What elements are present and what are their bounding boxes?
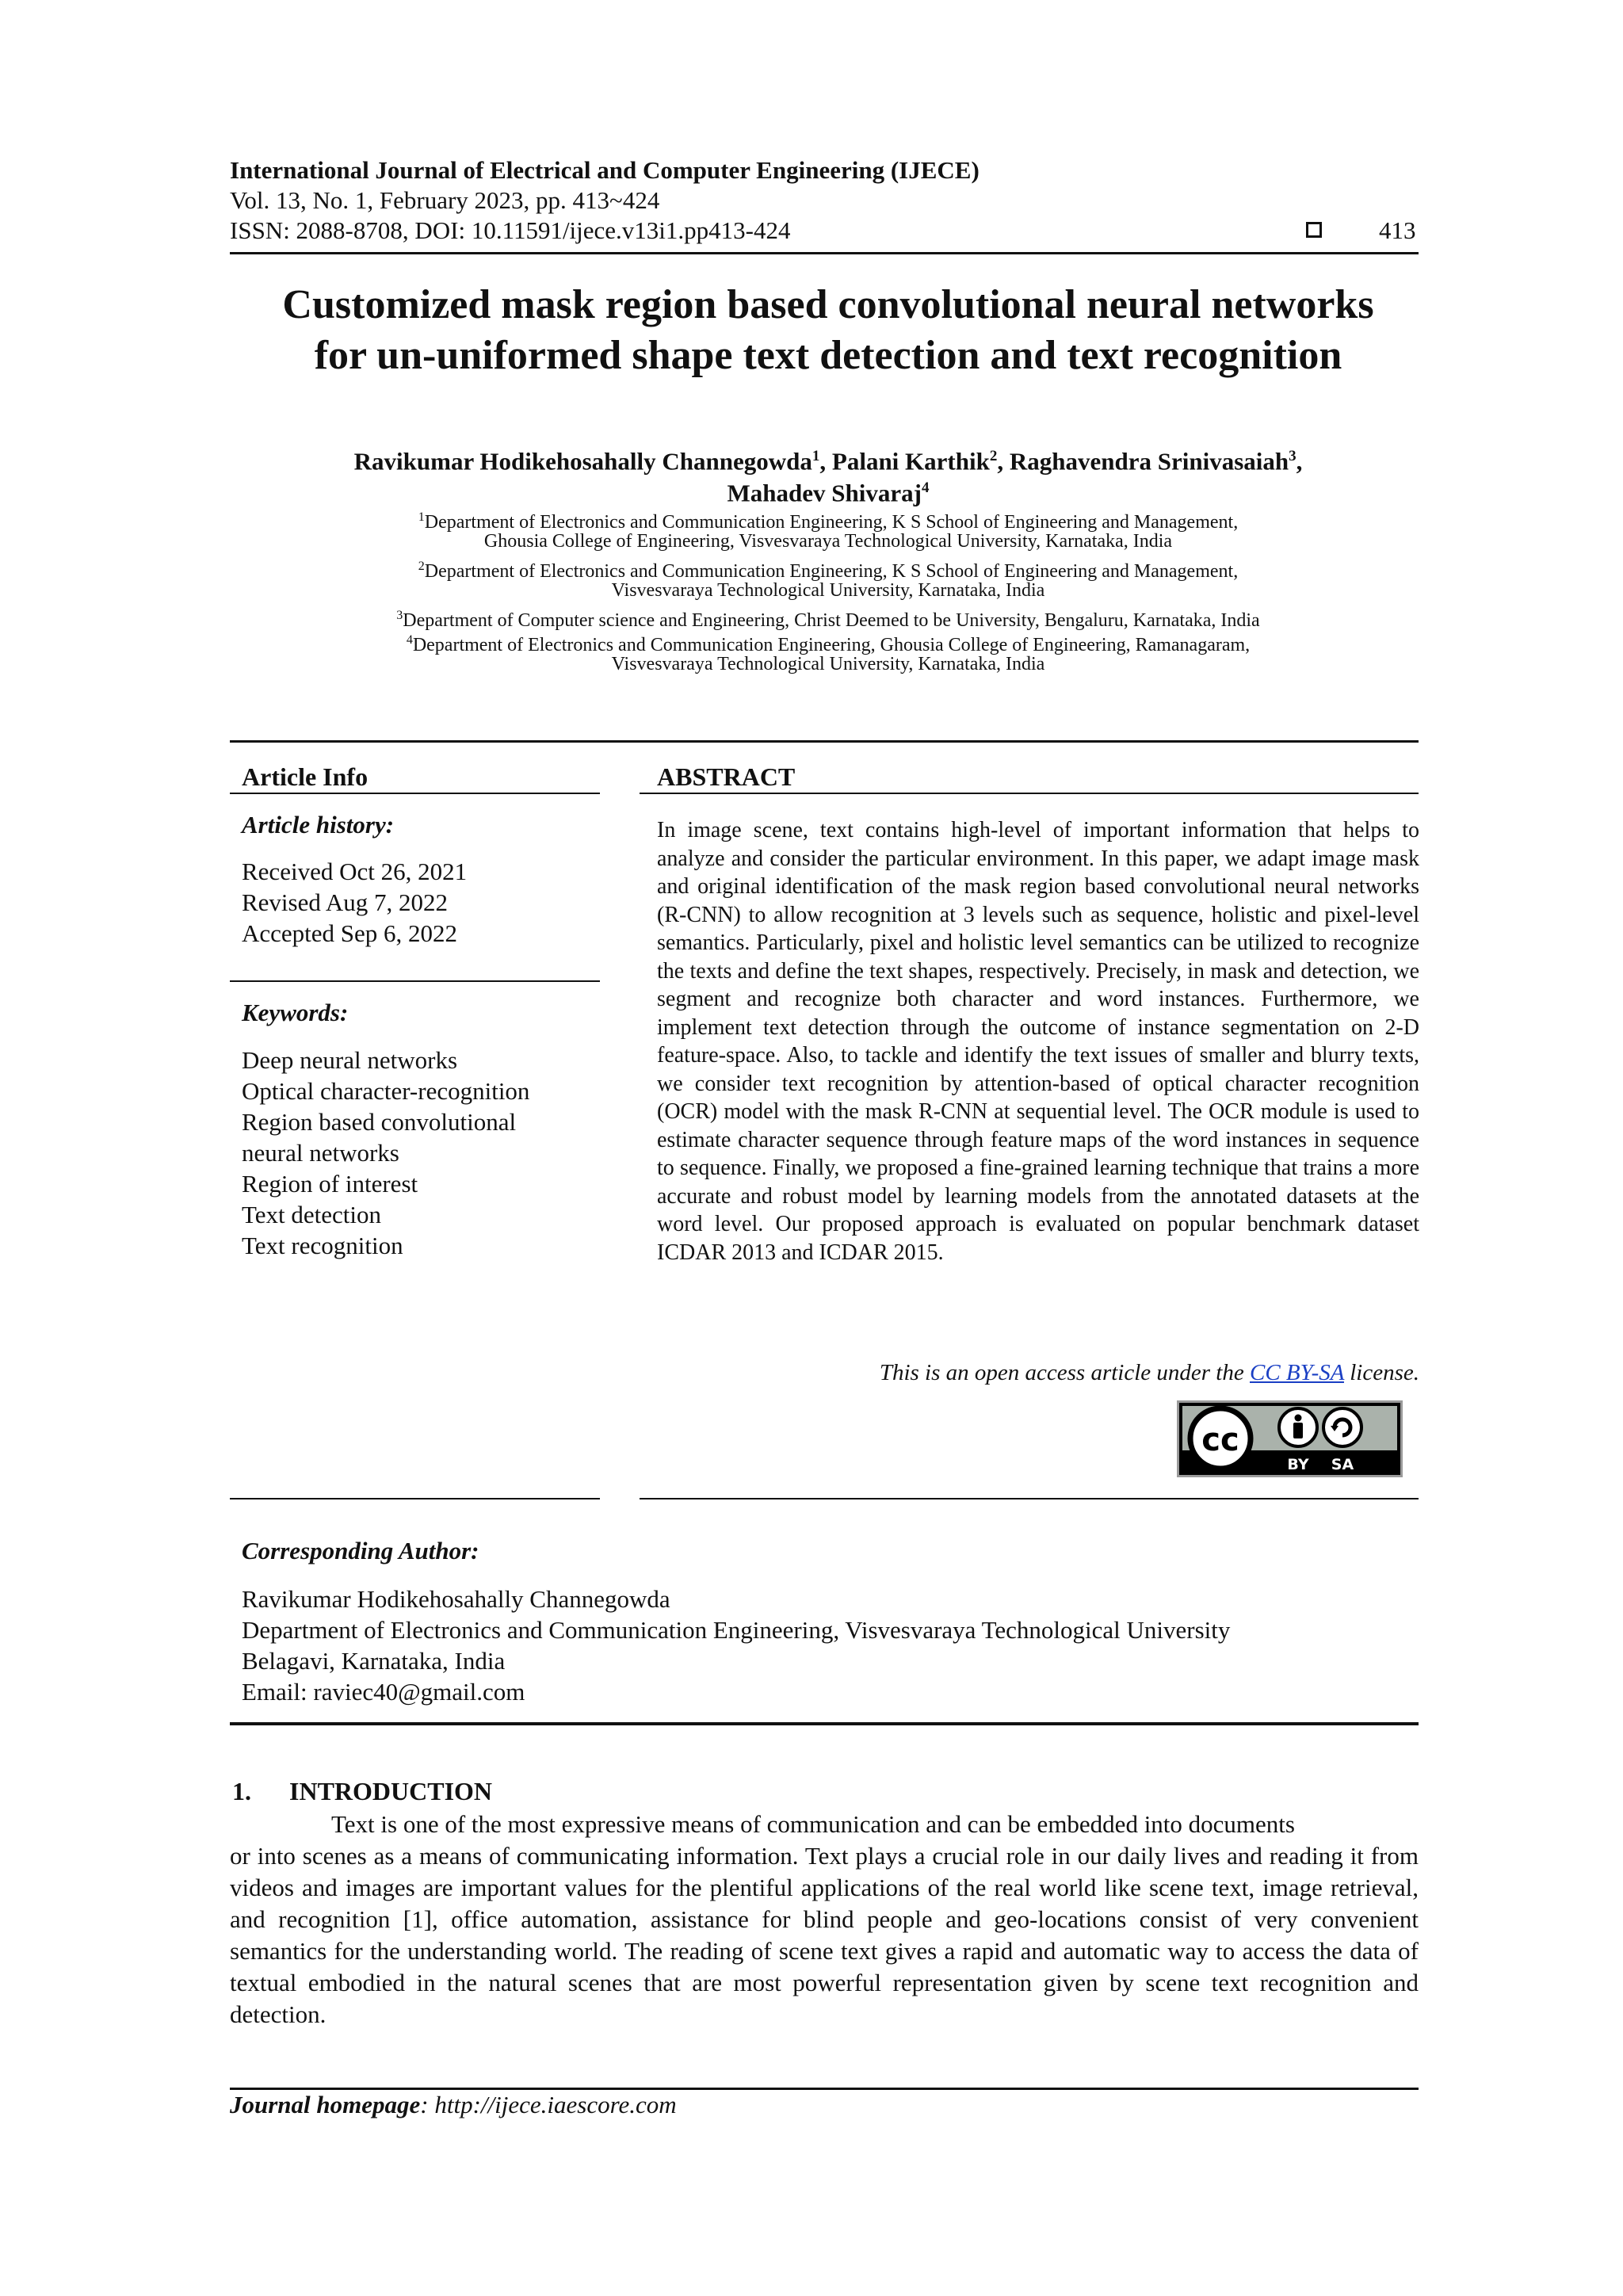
affiliation-line: Ghousia College of Engineering, Visvesvaraya Technological University, Karnataka, India xyxy=(483,531,1173,552)
affiliation-text: Department of Computer science and Engineering, Christ Deemed to be University, Bengaluru, Karnataka, India xyxy=(403,610,1260,631)
page-number: 413 xyxy=(1379,216,1416,244)
paper-title-line-1: Customized mask region based convolutional neural networks xyxy=(282,282,1374,327)
accepted-date: Accepted Sep 6, 2022 xyxy=(242,919,458,947)
affiliation-mark: 4 xyxy=(406,633,413,647)
affiliation-line: Visvesvaraya Technological University, Karnataka, India xyxy=(611,580,1045,601)
keyword-item: Deep neural networks xyxy=(242,1046,458,1074)
author-name: , Palani Karthik xyxy=(819,447,990,476)
corresponding-author-location: Belagavi, Karnataka, India xyxy=(242,1647,506,1675)
issn-doi-line: ISSN: 2088-8708, DOI: 10.11591/ijece.v13i1.pp413-424 xyxy=(230,216,791,244)
journal-homepage-label: Journal homepage xyxy=(230,2091,421,2118)
journal-homepage xyxy=(230,2089,677,2121)
keyword-item: Region of interest xyxy=(242,1170,418,1198)
open-access-notice xyxy=(657,1358,1419,1387)
article-history-heading: Article history: xyxy=(242,811,395,839)
introduction-heading: INTRODUCTION xyxy=(289,1777,493,1805)
corresponding-author-heading: Corresponding Author: xyxy=(242,1537,479,1564)
author-name: , Raghavendra Srinivasaiah xyxy=(997,447,1289,476)
article-info-rule xyxy=(230,793,600,794)
author-affiliation-mark: 1 xyxy=(812,448,820,464)
corresponding-author-name: Ravikumar Hodikehosahally Channegowda xyxy=(242,1585,670,1613)
affiliation-text: Department of Electronics and Communication Engineering, Ghousia College of Engineering, Ramanagaram, xyxy=(412,635,1251,655)
article-info-bottom-rule xyxy=(230,1498,600,1499)
introduction-paragraph: or into scenes as a means of communicating information. Text plays a crucial role in our daily lives and reading it from videos and images are important values for the plentiful applications of the real world like scene text, image retrieval, and recognition [1], office automation, assistance for blind people and geo-locations consist of very convenient semantics for the understanding world. The reading of scene text gives a rapid and automatic way to access the data of textual embodied in the natural scenes that are most powerful representation given by scene text recognition and detection. xyxy=(230,1842,1419,2028)
keywords-divider xyxy=(230,980,600,982)
affiliation-mark: 2 xyxy=(418,560,425,573)
volume-line: Vol. 13, No. 1, February 2023, pp. 413~424 xyxy=(230,186,660,214)
introduction-first-line: Text is one of the most expressive means of communication and can be embedded into documents xyxy=(331,1810,1295,1838)
paper-title-line-2: for un-uniformed shape text detection and text recognition xyxy=(314,333,1342,378)
author-name: Mahadev Shivaraj xyxy=(727,479,922,507)
keyword-item: Text recognition xyxy=(242,1232,403,1259)
corresponding-author-email: Email: raviec40@gmail.com xyxy=(242,1678,525,1706)
keyword-item: Optical character-recognition xyxy=(242,1077,530,1105)
revised-date: Revised Aug 7, 2022 xyxy=(242,888,449,916)
corresponding-bottom-rule xyxy=(230,1722,1419,1725)
author-list-line-2 xyxy=(230,472,1426,509)
open-access-text: This is an open access article under the xyxy=(879,1360,1250,1385)
cc-by-sa-license-badge[interactable] xyxy=(1177,1400,1403,1477)
license-link[interactable]: CC BY-SA xyxy=(1250,1360,1344,1385)
affiliation-line: Visvesvaraya Technological University, Karnataka, India xyxy=(611,654,1045,674)
author-affiliation-mark: 2 xyxy=(989,448,998,464)
keyword-item: neural networks xyxy=(242,1139,399,1167)
affiliation-text: Department of Electronics and Communication Engineering, K S School of Engineering and Management, xyxy=(424,561,1239,582)
by-label: BY xyxy=(1287,1456,1309,1473)
open-access-text: license. xyxy=(1343,1360,1419,1385)
received-date: Received Oct 26, 2021 xyxy=(242,858,468,885)
section-number: 1. xyxy=(232,1777,251,1805)
affiliation-mark: 3 xyxy=(396,609,403,622)
keyword-item: Region based convolutional xyxy=(242,1108,517,1136)
keyword-item: Text detection xyxy=(242,1201,382,1228)
affiliation-text: Department of Electronics and Communication Engineering, K S School of Engineering and Management, xyxy=(424,512,1239,533)
header-rule xyxy=(230,252,1419,254)
corresponding-author-department: Department of Electronics and Communication Engineering, Visvesvaraya Technological University xyxy=(242,1616,1231,1644)
abstract-text: In image scene, text contains high-level of important information that helps to analyze and consider the particular environment. In this paper, we adapt image mask and original identification of the mask region based convolutional neural networks (R-CNN) to allow recognition at 3 levels such as sequence, holistic and pixel-level semantics. Particularly, pixel and holistic level semantics can be utilized to recognize the texts and define the text shapes, respectively. Precisely, in mask and detection, we segment and recognize both character and word instances. Furthermore, we implement text detection through the outcome of instance segmentation on 2-D feature-space. Also, to tackle and identify the text issues of smaller and blurry texts, we consider text recognition by attention-based of optical character recognition (OCR) model with the mask R-CNN at sequential level. The OCR module is used to estimate character sequence through feature maps of the word instances in sequence to sequence. Finally, we proposed a fine-grained learning technique that trains a more accurate and robust model by learning models from the annotated datasets at the word level. Our proposed approach is evaluated on popular benchmark dataset ICDAR 2013 and ICDAR 2015. xyxy=(657,818,1419,1265)
author-affiliation-mark: 3 xyxy=(1289,448,1296,464)
journal-homepage-url[interactable]: : http://ijece.iaescore.com xyxy=(420,2091,677,2118)
abstract-rule xyxy=(640,793,1419,794)
keywords-heading: Keywords: xyxy=(242,999,349,1026)
square-bullet-icon xyxy=(1306,222,1322,238)
author-name: Ravikumar Hodikehosahally Channegowda xyxy=(353,447,812,476)
article-info-heading: Article Info xyxy=(242,762,369,791)
cc-logo-text: cc xyxy=(1201,1422,1239,1458)
abstract-heading: ABSTRACT xyxy=(657,762,796,791)
journal-name: International Journal of Electrical and Computer Engineering (IJECE) xyxy=(230,156,980,184)
author-affiliation-mark: 4 xyxy=(921,479,930,496)
infobox-top-rule xyxy=(230,740,1419,743)
sa-label: SA xyxy=(1331,1456,1354,1473)
cc-by-sa-icon xyxy=(1179,1403,1400,1475)
abstract-bottom-rule xyxy=(640,1498,1419,1499)
affiliation-mark: 1 xyxy=(418,510,425,524)
author-separator: , xyxy=(1296,447,1303,476)
